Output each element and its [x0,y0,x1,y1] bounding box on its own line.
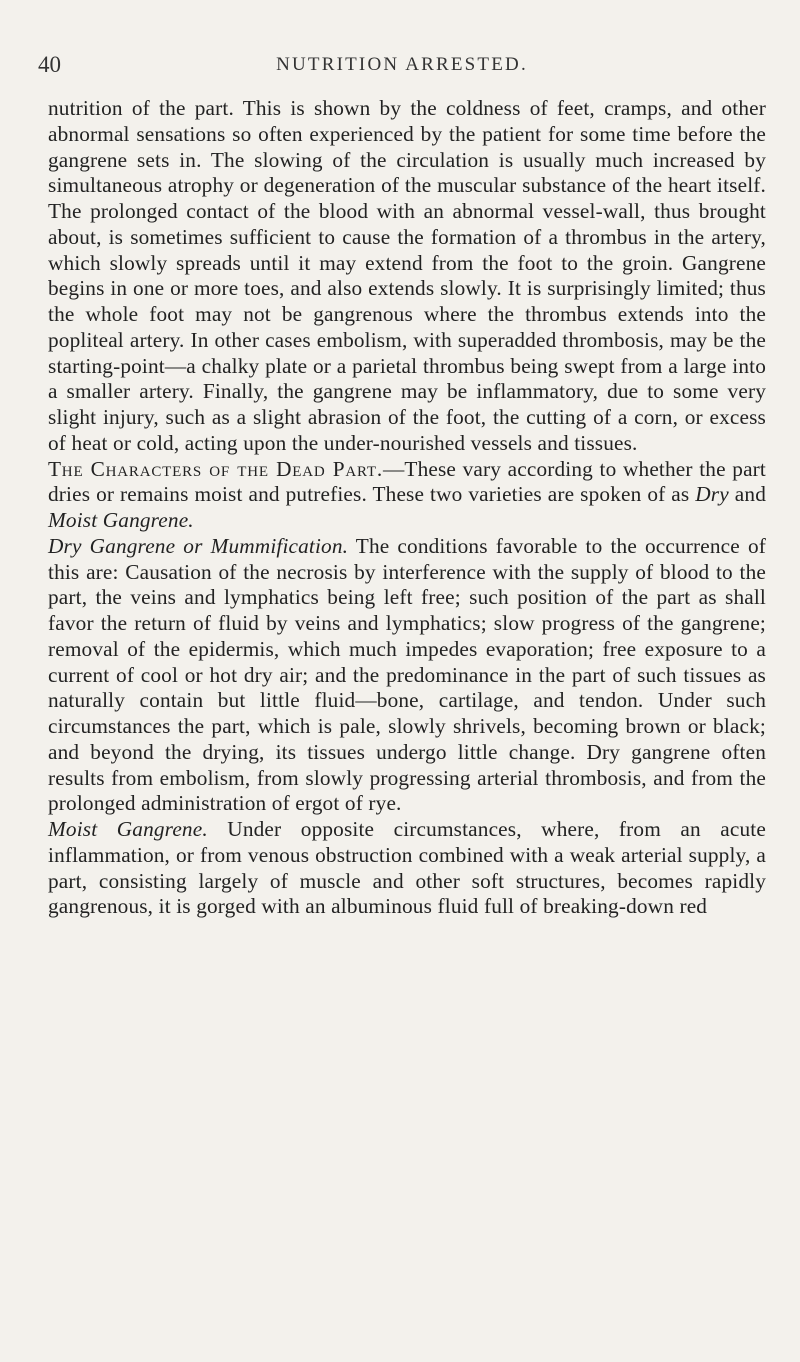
running-head [38,52,766,80]
subheading-moist-gangrene: Moist Gangrene. [48,817,208,841]
term-dry: Dry [695,482,729,507]
paragraph-moist-gangrene [48,817,766,920]
paragraph-text: Under opposite circumstances, where, from an acute inflammation, or from venous obstruction combined with a weak arterial supply, a part, consisting largely of muscle and other soft structures, becomes rapidly gangrenous, it is gorged with an albuminous fluid full of breaking-down red [48,817,766,919]
body-text [48,96,766,920]
conjunction-text: and [728,482,766,507]
paragraph-text: The conditions favorable to the occurrence of this are: Causation of the necrosis by interference with the supply of blood to the part, the veins and lymphatics being left free; such position of the part as shall favor the return of fluid by veins and lymphatics; slow progress of the gangrene; removal of the epidermis, which much impedes evaporation; free exposure to a current of cool or hot dry air; and the predominance in the part of such tissues as naturally contain but little fluid—bone, cartilage, and tendon. Under such circumstances the part, which is pale, slowly shrivels, becoming brown or black; and beyond the drying, its tissues undergo little change. Dry gangrene often results from embolism, from slowly progressing arterial thrombosis, and from the prolonged administration of ergot of rye. [48,533,766,816]
paragraph-characters-dead-part [48,457,766,534]
running-title: NUTRITION ARRESTED. [276,54,528,75]
paragraph-continuation: nutrition of the part. This is shown by the coldness of feet, cramps, and other abnormal sensations so often experienced by the patient for some time before the gangrene sets in. The slowing of the circulation is usually much increased by simultaneous atrophy or degeneration of the muscular substance of the heart itself. The prolonged contact of the blood with an abnormal vessel-wall, thus brought about, is sometimes sufficient to cause the formation of a thrombus in the artery, which slowly spreads until it may extend from the foot to the groin. Gangrene begins in one or more toes, and also extends slowly. It is surprisingly limited; thus the whole foot may not be gangrenous where the thrombus extends into the popliteal artery. In other cases embolism, with superadded thrombosis, may be the starting-point—a chalky plate or a parietal thrombus being swept from a large into a smaller artery. Finally, the gangrene may be inflammatory, due to some very slight injury, such as a slight abrasion of the foot, the cutting of a corn, or excess of heat or cold, acting upon the under-nourished vessels and tissues. [48,96,766,455]
subheading-dry-gangrene: Dry Gangrene or Mummification. [48,533,349,558]
paragraph-text: —These vary according to whether the part dries or remains moist and putrefies. These two varieties are spoken of as [48,456,766,507]
page-number: 40 [38,52,61,77]
paragraph-dry-gangrene [48,534,766,817]
section-heading-characters: The Characters of the Dead Part. [48,456,383,481]
term-moist-gangrene: Moist Gangrene. [48,508,194,532]
